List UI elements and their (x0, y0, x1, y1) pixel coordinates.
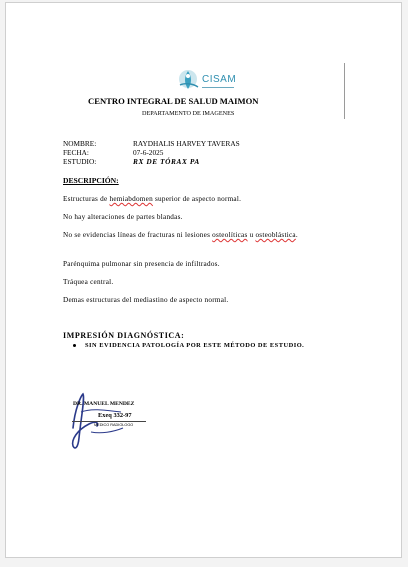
p3-text-c: u (247, 231, 256, 239)
p1-spellcheck-word: hemiabdomen (109, 195, 153, 203)
header-divider (344, 63, 345, 119)
p1-text-c: superior de aspecto normal. (152, 195, 242, 203)
name-value: RAYDHALIS HARVEY TAVERAS (133, 139, 240, 148)
doctor-role: MEDICO RADIOLOGO (94, 423, 134, 427)
impression-item-text: SIN EVIDENCIA PATOLOGÍA POR ESTE MÉTODO DE ESTUDIO. (85, 342, 305, 349)
impression-item (73, 342, 304, 349)
bullet-icon (73, 344, 76, 347)
study-value: RX DE TÓRAX PA (133, 157, 200, 166)
logo-underline (202, 87, 234, 88)
description-paragraph-1 (63, 195, 323, 204)
description-paragraph-2: No hay alteraciones de partes blandas. (63, 213, 183, 221)
doctor-name: DR. MANUEL MENDEZ (73, 401, 135, 407)
p3-text-a: No se evidencias líneas de fracturas ni lesiones (63, 231, 213, 239)
p3-text-e: . (295, 231, 298, 239)
date-value: 07-6-2025 (133, 148, 164, 157)
logo-text: CISAM (202, 74, 237, 85)
p3-spellcheck-word-2: osteoblástica (255, 231, 296, 239)
description-paragraph-3 (63, 231, 323, 240)
study-label: ESTUDIO: (63, 157, 97, 166)
name-label: NOMBRE: (63, 139, 97, 148)
p3-spellcheck-word-1: osteolíticas (212, 231, 248, 239)
description-paragraph-4: Parénquima pulmonar sin presencia de infiltrados. (63, 260, 220, 268)
p1-text-a: Estructuras de (63, 195, 110, 203)
description-paragraph-5: Tráquea central. (63, 278, 114, 286)
description-paragraph-6: Demas estructuras del mediastino de aspecto normal. (63, 296, 229, 304)
impression-title: IMPRESIÓN DIAGNÓSTICA: (63, 331, 185, 340)
document-page (5, 2, 402, 558)
cisam-logo (174, 67, 244, 95)
department-name: DEPARTAMENTO DE IMAGENES (142, 110, 235, 117)
cisam-emblem-icon (174, 67, 204, 95)
date-label: FECHA: (63, 148, 89, 157)
description-title: DESCRIPCIÓN: (63, 176, 119, 185)
center-name: CENTRO INTEGRAL DE SALUD MAIMON (88, 96, 259, 106)
signature-line (72, 421, 146, 422)
exequatur-number: Exeq 332-97 (98, 412, 132, 419)
